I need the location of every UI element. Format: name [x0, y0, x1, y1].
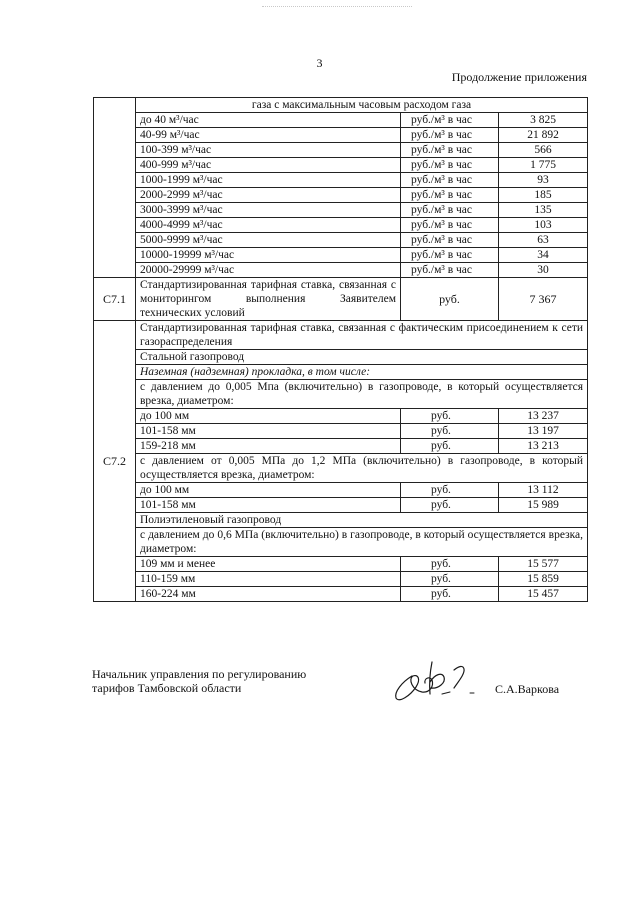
table-row: [94, 439, 588, 454]
row-value: 13 213: [499, 439, 588, 454]
row-unit: руб.: [401, 572, 499, 587]
row-value: 30: [499, 263, 588, 278]
table-row: [94, 483, 588, 498]
group-header: газа с максимальным часовым расходом газа: [136, 98, 588, 113]
row-unit: руб./м³ в час: [401, 218, 499, 233]
row-value: 21 892: [499, 128, 588, 143]
row-unit: руб./м³ в час: [401, 203, 499, 218]
row-label: 40-99 м³/час: [136, 128, 401, 143]
row-value: 13 237: [499, 409, 588, 424]
signatory-name: С.А.Варкова: [495, 682, 560, 696]
ground-header: Наземная (надземная) прокладка, в том числе:: [136, 365, 588, 380]
table-row: [94, 128, 588, 143]
row-unit: руб.: [401, 498, 499, 513]
row-label: 5000-9999 м³/час: [136, 233, 401, 248]
table-row: [94, 454, 588, 483]
table-row: [94, 350, 588, 365]
row-unit: руб.: [401, 557, 499, 572]
table-row: [94, 321, 588, 350]
row-value: 13 197: [499, 424, 588, 439]
row-label: 20000-29999 м³/час: [136, 263, 401, 278]
row-label: 101-158 мм: [136, 424, 401, 439]
poly-header: Полиэтиленовый газопровод: [136, 513, 588, 528]
code-cell-blank: [94, 98, 136, 278]
table-row: [94, 528, 588, 557]
row-value: 135: [499, 203, 588, 218]
table-row: [94, 188, 588, 203]
row-unit: руб./м³ в час: [401, 248, 499, 263]
table-row: [94, 587, 588, 602]
table-row: [94, 380, 588, 409]
c71-description: Стандартизированная тарифная ставка, связанная с мониторингом выполнения Заявителем технических условий: [136, 278, 401, 321]
row-value: 3 825: [499, 113, 588, 128]
row-value: 15 577: [499, 557, 588, 572]
continuation-note: Продолжение приложения: [451, 70, 587, 84]
position-line-1: Начальник управления по регулированию: [92, 667, 307, 681]
table-row: [94, 557, 588, 572]
row-unit: руб.: [401, 439, 499, 454]
code-c72: С7.2: [94, 321, 136, 602]
row-unit: руб./м³ в час: [401, 233, 499, 248]
row-unit: руб./м³ в час: [401, 263, 499, 278]
row-label: 3000-3999 м³/час: [136, 203, 401, 218]
row-value: 15 989: [499, 498, 588, 513]
row-unit: руб.: [401, 483, 499, 498]
table-row: [94, 113, 588, 128]
table-row: [94, 158, 588, 173]
page-number: 3: [316, 56, 323, 70]
table-row: [94, 173, 588, 188]
row-label: 109 мм и менее: [136, 557, 401, 572]
row-value: 15 859: [499, 572, 588, 587]
table-row: [94, 98, 588, 113]
row-value: 93: [499, 173, 588, 188]
table-row: [94, 218, 588, 233]
table-row: [94, 424, 588, 439]
table-row: [94, 409, 588, 424]
steel-header: Стальной газопровод: [136, 350, 588, 365]
row-unit: руб./м³ в час: [401, 188, 499, 203]
table-row: [94, 572, 588, 587]
row-value: 1 775: [499, 158, 588, 173]
position-line-2: тарифов Тамбовской области: [92, 681, 242, 695]
row-label: 2000-2999 м³/час: [136, 188, 401, 203]
table-row: [94, 263, 588, 278]
row-label: 10000-19999 м³/час: [136, 248, 401, 263]
row-unit: руб./м³ в час: [401, 158, 499, 173]
table-row-c71: [94, 278, 588, 321]
row-unit: руб.: [401, 424, 499, 439]
row-value: 15 457: [499, 587, 588, 602]
pressure-1-header: с давлением до 0,005 Мпа (включительно) в газопроводе, в который осуществляется врезка, диаметром:: [136, 380, 588, 409]
c71-value: 7 367: [499, 278, 588, 321]
handwritten-signature: [388, 652, 484, 704]
row-unit: руб.: [401, 409, 499, 424]
row-label: 400-999 м³/час: [136, 158, 401, 173]
table-row: [94, 248, 588, 263]
row-label: 100-399 м³/час: [136, 143, 401, 158]
row-label: до 100 мм: [136, 409, 401, 424]
table-row: [94, 203, 588, 218]
scan-artifact: [262, 6, 412, 9]
row-label: до 100 мм: [136, 483, 401, 498]
row-label: 101-158 мм: [136, 498, 401, 513]
c71-unit: руб.: [401, 278, 499, 321]
c72-description: Стандартизированная тарифная ставка, связанная с фактическим присоединением к сети газораспределения: [136, 321, 588, 350]
row-unit: руб.: [401, 587, 499, 602]
pressure-2-header: с давлением от 0,005 МПа до 1,2 МПа (включительно) в газопроводе, в который осуществляется врезка, диаметром:: [136, 454, 588, 483]
row-label: 1000-1999 м³/час: [136, 173, 401, 188]
row-label: 160-224 мм: [136, 587, 401, 602]
table-row: [94, 365, 588, 380]
row-value: 103: [499, 218, 588, 233]
row-value: 13 112: [499, 483, 588, 498]
row-label: до 40 м³/час: [136, 113, 401, 128]
row-value: 566: [499, 143, 588, 158]
table-row: [94, 143, 588, 158]
row-value: 63: [499, 233, 588, 248]
row-unit: руб./м³ в час: [401, 113, 499, 128]
row-unit: руб./м³ в час: [401, 173, 499, 188]
row-value: 185: [499, 188, 588, 203]
signatory-position: [92, 667, 306, 695]
code-c71: С7.1: [94, 278, 136, 321]
row-value: 34: [499, 248, 588, 263]
table-row: [94, 233, 588, 248]
row-label: 4000-4999 м³/час: [136, 218, 401, 233]
table-row: [94, 498, 588, 513]
row-label: 110-159 мм: [136, 572, 401, 587]
tariff-table: [93, 97, 588, 602]
row-label: 159-218 мм: [136, 439, 401, 454]
row-unit: руб./м³ в час: [401, 128, 499, 143]
table-row: [94, 513, 588, 528]
row-unit: руб./м³ в час: [401, 143, 499, 158]
pressure-3-header: с давлением до 0,6 МПа (включительно) в газопроводе, в который осуществляется врезка, диаметром:: [136, 528, 588, 557]
